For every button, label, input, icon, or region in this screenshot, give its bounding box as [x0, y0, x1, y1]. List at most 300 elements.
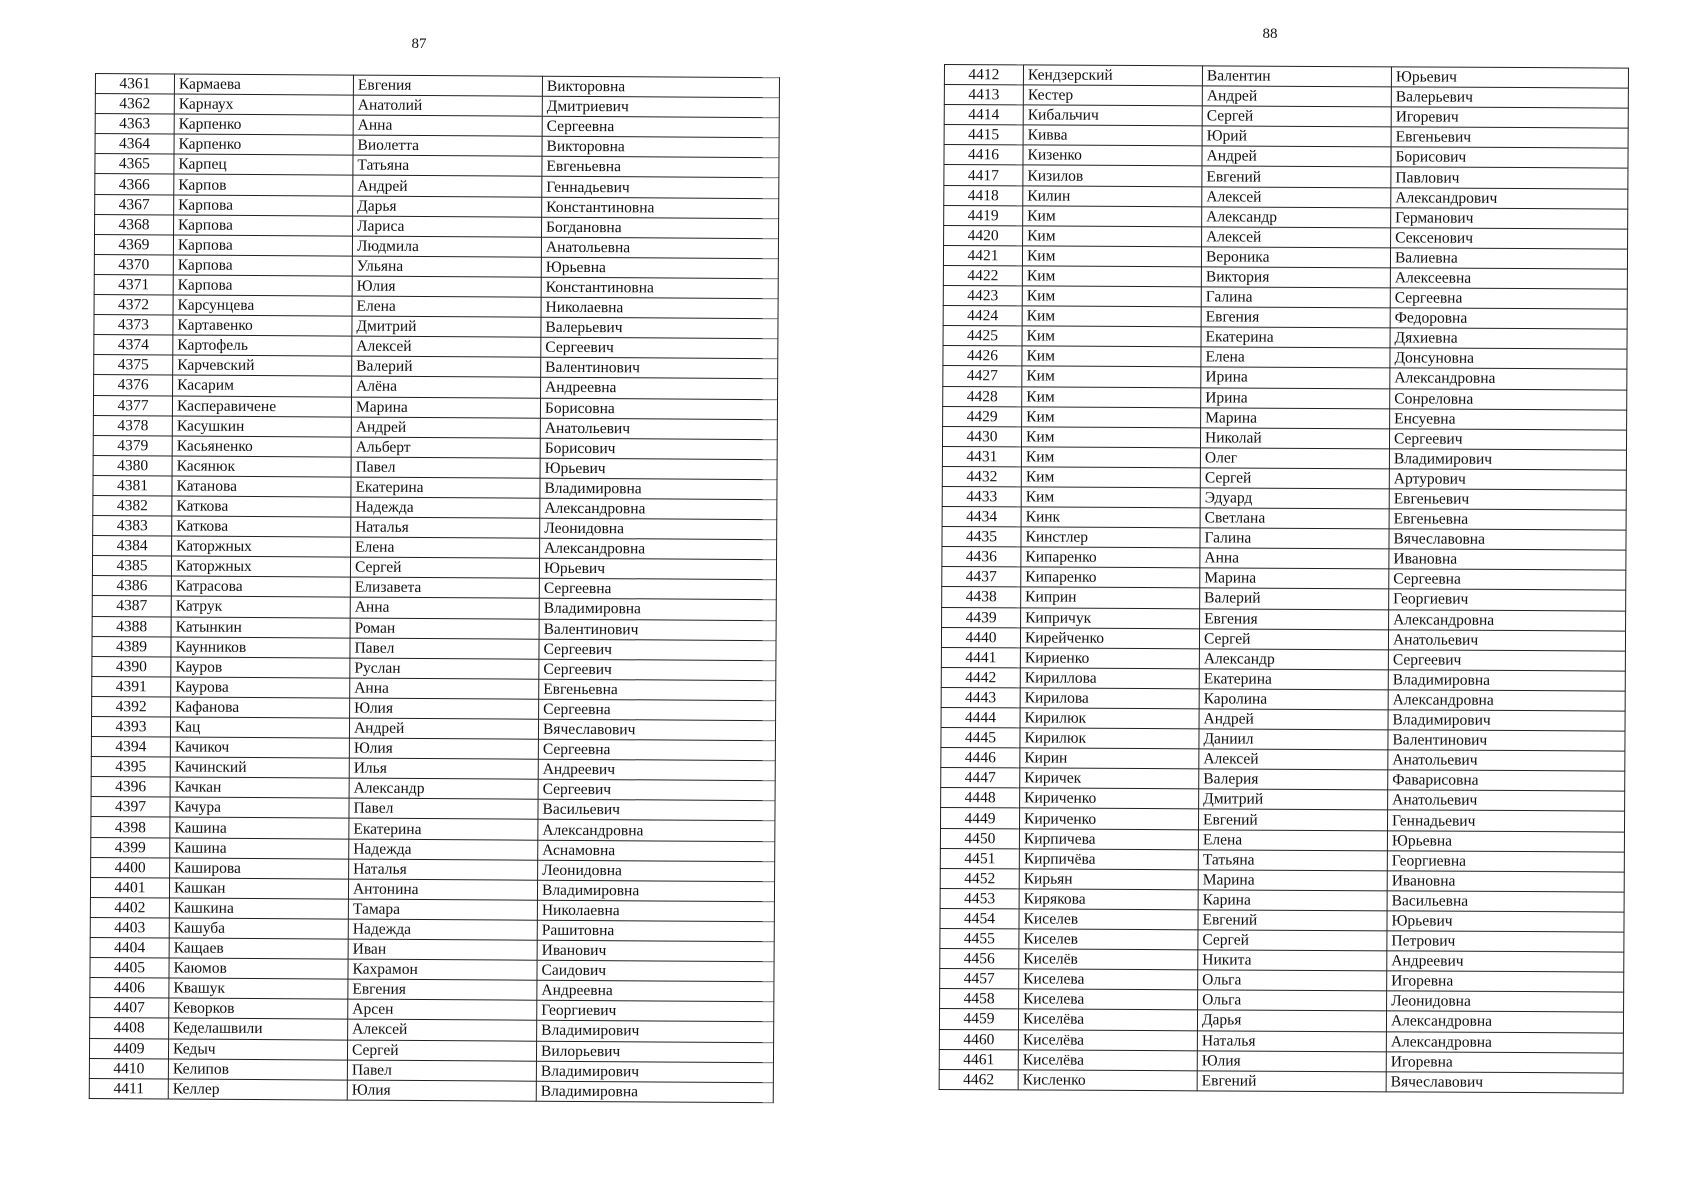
- first-name-cell: Елена: [352, 296, 541, 317]
- surname-cell: Кивва: [1023, 125, 1202, 146]
- first-name-cell: Галина: [1201, 287, 1390, 308]
- surname-cell: Кедыч: [168, 1038, 347, 1059]
- row-number-cell: 4366: [95, 174, 174, 195]
- surname-cell: Квашук: [169, 978, 348, 999]
- row-number-cell: 4446: [941, 748, 1020, 769]
- patronymic-cell: Сонреловна: [1390, 388, 1627, 409]
- row-number-cell: 4370: [94, 254, 173, 275]
- first-name-cell: Дарья: [1197, 1010, 1386, 1031]
- surname-cell: Кинстлер: [1021, 527, 1200, 548]
- first-name-cell: Елена: [1201, 347, 1390, 368]
- patronymic-cell: Георгиевна: [1387, 850, 1624, 871]
- row-number-cell: 4387: [92, 596, 171, 617]
- first-name-cell: Елена: [1198, 829, 1387, 850]
- page-number: 88: [1262, 26, 1278, 42]
- surname-cell: Киселев: [1019, 929, 1198, 950]
- row-number-cell: 4447: [941, 768, 1020, 789]
- row-number-cell: 4441: [941, 647, 1020, 668]
- row-number-cell: 4458: [940, 989, 1019, 1010]
- first-name-cell: Андрей: [1202, 86, 1391, 107]
- row-number-cell: 4419: [944, 205, 1023, 226]
- surname-cell: Каюмов: [169, 958, 348, 979]
- first-name-cell: Валерия: [1199, 769, 1388, 790]
- first-name-cell: Андрей: [353, 176, 542, 197]
- first-name-cell: Даниил: [1199, 729, 1388, 750]
- row-number-cell: 4363: [95, 114, 174, 135]
- surname-cell: Кеделашвили: [169, 1018, 348, 1039]
- surname-cell: Карпова: [174, 195, 353, 216]
- surname-cell: Кирилюк: [1020, 708, 1199, 729]
- first-name-cell: Наталья: [1197, 1030, 1386, 1051]
- row-number-cell: 4362: [95, 94, 174, 115]
- row-number-cell: 4377: [93, 395, 172, 416]
- surname-cell: Карпов: [174, 174, 353, 195]
- surname-cell: Кирпичева: [1019, 828, 1198, 849]
- patronymic-cell: Юрьевич: [540, 458, 777, 480]
- surname-cell: Карпец: [174, 154, 353, 175]
- surname-cell: Кашина: [170, 838, 349, 859]
- first-name-cell: Каролина: [1199, 689, 1388, 710]
- surname-cell: Карчевский: [173, 355, 352, 376]
- row-number-cell: 4389: [92, 636, 171, 657]
- patronymic-cell: Александровна: [540, 498, 777, 520]
- patronymic-cell: Игоревич: [1391, 107, 1628, 128]
- first-name-cell: Альберт: [351, 437, 540, 458]
- first-name-cell: Ирина: [1201, 387, 1390, 408]
- surname-cell: Кирилюк: [1020, 728, 1199, 749]
- surname-cell: Кирейченко: [1020, 628, 1199, 649]
- patronymic-cell: Алексеевна: [1390, 268, 1627, 289]
- patronymic-cell: Александрович: [1391, 187, 1628, 208]
- row-number-cell: 4379: [93, 435, 172, 456]
- patronymic-cell: Андреевна: [541, 378, 778, 400]
- patronymic-cell: Анатольевич: [1388, 750, 1625, 771]
- surname-cell: Кирпичёва: [1019, 849, 1198, 870]
- row-number-cell: 4373: [94, 315, 173, 336]
- surname-cell: Кириенко: [1020, 648, 1199, 669]
- patronymic-cell: Богдановна: [542, 217, 779, 239]
- row-number-cell: 4364: [95, 134, 174, 155]
- surname-cell: Качкан: [170, 777, 349, 798]
- first-name-cell: Алёна: [352, 376, 541, 397]
- row-number-cell: 4407: [90, 998, 169, 1019]
- surname-cell: Кипаренко: [1021, 567, 1200, 588]
- patronymic-cell: Германович: [1391, 207, 1628, 228]
- first-name-cell: Руслан: [350, 658, 539, 679]
- first-name-cell: Олег: [1200, 448, 1389, 469]
- patronymic-cell: Владимирович: [537, 1021, 774, 1043]
- first-name-cell: Татьяна: [1198, 849, 1387, 870]
- row-number-cell: 4448: [941, 788, 1020, 809]
- patronymic-cell: Валентинович: [541, 358, 778, 380]
- page-left: [0, 0, 842, 1200]
- patronymic-cell: Александровна: [1386, 1011, 1623, 1032]
- patronymic-cell: Евгеньевна: [542, 157, 779, 179]
- patronymic-cell: Енсуевна: [1390, 408, 1627, 429]
- patronymic-cell: Николаевна: [541, 297, 778, 319]
- row-number-cell: 4388: [92, 616, 171, 637]
- row-number-cell: 4450: [940, 828, 1019, 849]
- surname-cell: Каторжных: [171, 556, 350, 577]
- surname-cell: Карнаух: [174, 94, 353, 115]
- first-name-cell: Евгений: [1202, 166, 1391, 187]
- patronymic-cell: Леонидовна: [540, 518, 777, 540]
- row-number-cell: 4367: [95, 194, 174, 215]
- row-number-cell: 4381: [93, 475, 172, 496]
- first-name-cell: Андрей: [1199, 709, 1388, 730]
- first-name-cell: Николай: [1200, 428, 1389, 449]
- patronymic-cell: Геннадьевич: [542, 177, 779, 199]
- surname-cell: Картавенко: [173, 315, 352, 336]
- first-name-cell: Александр: [1202, 207, 1391, 228]
- surname-cell: Ким: [1022, 286, 1201, 307]
- surname-cell: Карпова: [173, 275, 352, 296]
- row-number-cell: 4408: [90, 1018, 169, 1039]
- row-number-cell: 4396: [91, 777, 170, 798]
- first-name-cell: Наталья: [351, 517, 540, 538]
- surname-cell: Каунников: [171, 637, 350, 658]
- surname-cell: Каткова: [172, 496, 351, 517]
- surname-cell: Киселёва: [1018, 1049, 1197, 1070]
- patronymic-cell: Викторовна: [542, 76, 779, 98]
- surname-cell: Ким: [1022, 306, 1201, 327]
- first-name-cell: Вероника: [1201, 247, 1390, 268]
- surname-cell: Качинский: [170, 757, 349, 778]
- row-number-cell: 4415: [944, 125, 1023, 146]
- surname-cell: Кирякова: [1019, 889, 1198, 910]
- page-right: [842, 0, 1685, 1200]
- surname-cell: Катрасова: [171, 576, 350, 597]
- surname-cell: Ким: [1022, 246, 1201, 267]
- patronymic-cell: Ивановна: [1389, 549, 1626, 570]
- row-number-cell: 4433: [942, 486, 1021, 507]
- first-name-cell: Марина: [1198, 870, 1387, 891]
- row-number-cell: 4401: [90, 877, 169, 898]
- patronymic-cell: Вячеславовна: [1389, 529, 1626, 550]
- row-number-cell: 4386: [92, 576, 171, 597]
- patronymic-cell: Рашитовна: [537, 920, 774, 942]
- row-number-cell: 4371: [94, 274, 173, 295]
- surname-cell: Касьяненко: [172, 436, 351, 457]
- first-name-cell: Екатерина: [351, 477, 540, 498]
- first-name-cell: Марина: [1200, 568, 1389, 589]
- row-number-cell: 4432: [942, 466, 1021, 487]
- first-name-cell: Алексей: [348, 1019, 537, 1040]
- first-name-cell: Евгений: [1197, 1071, 1386, 1092]
- patronymic-cell: Фаварисовна: [1388, 770, 1625, 791]
- patronymic-cell: Георгиевич: [1389, 589, 1626, 610]
- patronymic-cell: Борисовна: [540, 398, 777, 420]
- patronymic-cell: Сергеевич: [1389, 429, 1626, 450]
- first-name-cell: Павел: [347, 1060, 536, 1081]
- first-name-cell: Дарья: [353, 196, 542, 217]
- first-name-cell: Юлия: [352, 276, 541, 297]
- surname-cell: Киселёва: [1018, 1009, 1197, 1030]
- first-name-cell: Ульяна: [352, 256, 541, 277]
- first-name-cell: Елизавета: [350, 577, 539, 598]
- first-name-cell: Сергей: [347, 1040, 536, 1061]
- row-number-cell: 4404: [90, 938, 169, 959]
- row-number-cell: 4405: [90, 958, 169, 979]
- first-name-cell: Наталья: [349, 859, 538, 880]
- patronymic-cell: Леонидовна: [1387, 991, 1624, 1012]
- row-number-cell: 4402: [90, 897, 169, 918]
- surname-cell: Киселева: [1019, 989, 1198, 1010]
- patronymic-cell: Сергеевич: [541, 337, 778, 359]
- patronymic-cell: Сергеевна: [1389, 569, 1626, 590]
- surname-cell: Кафанова: [171, 697, 350, 718]
- patronymic-cell: Борисович: [1391, 147, 1628, 168]
- roster-table: [89, 73, 780, 1103]
- patronymic-cell: Александровна: [1386, 1031, 1623, 1052]
- patronymic-cell: Сергеевич: [539, 659, 776, 681]
- patronymic-cell: Юрьевич: [539, 558, 776, 580]
- patronymic-cell: Владимировна: [1388, 670, 1625, 691]
- row-number-cell: 4456: [940, 949, 1019, 970]
- surname-cell: Кириченко: [1019, 808, 1198, 829]
- patronymic-cell: Александровна: [1390, 368, 1627, 389]
- surname-cell: Киричек: [1020, 768, 1199, 789]
- surname-cell: Ким: [1021, 427, 1200, 448]
- row-number-cell: 4453: [940, 888, 1019, 909]
- row-number-cell: 4442: [941, 667, 1020, 688]
- row-number-cell: 4455: [940, 929, 1019, 950]
- first-name-cell: Сергей: [350, 557, 539, 578]
- table-row: [89, 1078, 773, 1102]
- page-number: 87: [411, 36, 427, 52]
- surname-cell: Карпова: [174, 215, 353, 236]
- first-name-cell: Илья: [349, 758, 538, 779]
- first-name-cell: Иван: [348, 939, 537, 960]
- surname-cell: Ким: [1021, 467, 1200, 488]
- patronymic-cell: Петрович: [1387, 931, 1624, 952]
- first-name-cell: Светлана: [1200, 508, 1389, 529]
- first-name-cell: Сергей: [1199, 628, 1388, 649]
- first-name-cell: Андрей: [1202, 146, 1391, 167]
- patronymic-cell: Владимирович: [1389, 449, 1626, 470]
- patronymic-cell: Дяхиевна: [1390, 328, 1627, 349]
- patronymic-cell: Борисович: [540, 438, 777, 460]
- first-name-cell: Евгения: [1200, 608, 1389, 629]
- row-number-cell: 4394: [91, 737, 170, 758]
- patronymic-cell: Юрьевна: [541, 257, 778, 279]
- first-name-cell: Юлия: [347, 1080, 536, 1101]
- surname-cell: Кестер: [1023, 85, 1202, 106]
- row-number-cell: 4390: [92, 656, 171, 677]
- row-number-cell: 4457: [940, 969, 1019, 990]
- surname-cell: Касарим: [173, 375, 352, 396]
- first-name-cell: Юлия: [1197, 1050, 1386, 1071]
- surname-cell: Киприн: [1021, 587, 1200, 608]
- surname-cell: Кендзерский: [1023, 65, 1202, 86]
- first-name-cell: Людмила: [352, 236, 541, 257]
- surname-cell: Ким: [1022, 366, 1201, 387]
- patronymic-cell: Сексенович: [1391, 228, 1628, 249]
- row-number-cell: 4372: [94, 295, 173, 316]
- patronymic-cell: Георгиевич: [537, 1001, 774, 1023]
- row-number-cell: 4443: [941, 687, 1020, 708]
- surname-cell: Ким: [1022, 346, 1201, 367]
- first-name-cell: Тамара: [348, 899, 537, 920]
- row-number-cell: 4460: [939, 1029, 1018, 1050]
- row-number-cell: 4398: [91, 817, 170, 838]
- row-number-cell: 4444: [941, 707, 1020, 728]
- row-number-cell: 4393: [91, 716, 170, 737]
- surname-cell: Ким: [1023, 226, 1202, 247]
- row-number-cell: 4418: [944, 185, 1023, 206]
- patronymic-cell: Вячеславович: [1386, 1072, 1623, 1093]
- surname-cell: Ким: [1022, 266, 1201, 287]
- first-name-cell: Эдуард: [1200, 488, 1389, 509]
- first-name-cell: Александр: [1199, 649, 1388, 670]
- surname-cell: Каткова: [172, 516, 351, 537]
- row-number-cell: 4375: [94, 355, 173, 376]
- first-name-cell: Екатерина: [1199, 669, 1388, 690]
- first-name-cell: Андрей: [349, 718, 538, 739]
- first-name-cell: Анна: [350, 598, 539, 619]
- first-name-cell: Марина: [1201, 407, 1390, 428]
- surname-cell: Карпенко: [174, 134, 353, 155]
- first-name-cell: Екатерина: [349, 819, 538, 840]
- surname-cell: Ким: [1021, 447, 1200, 468]
- row-number-cell: 4454: [940, 908, 1019, 929]
- surname-cell: Кипаренко: [1021, 547, 1200, 568]
- first-name-cell: Алексей: [1199, 749, 1388, 770]
- row-number-cell: 4430: [942, 426, 1021, 447]
- patronymic-cell: Владимировна: [540, 478, 777, 500]
- patronymic-cell: Юрьевич: [1387, 911, 1624, 932]
- first-name-cell: Ольга: [1198, 990, 1387, 1011]
- patronymic-cell: Донсуновна: [1390, 348, 1627, 369]
- patronymic-cell: Валентинович: [539, 619, 776, 641]
- patronymic-cell: Валерьевич: [541, 317, 778, 339]
- row-number-cell: 4412: [944, 65, 1023, 86]
- first-name-cell: Надежда: [348, 919, 537, 940]
- row-number-cell: 4409: [89, 1038, 168, 1059]
- row-number-cell: 4424: [943, 306, 1022, 327]
- first-name-cell: Павел: [349, 798, 538, 819]
- row-number-cell: 4440: [941, 627, 1020, 648]
- surname-cell: Кауров: [171, 657, 350, 678]
- patronymic-cell: Сергеевна: [538, 739, 775, 761]
- patronymic-cell: Аснамовна: [538, 840, 775, 862]
- first-name-cell: Арсен: [348, 999, 537, 1020]
- surname-cell: Кеворков: [169, 998, 348, 1019]
- patronymic-cell: Константиновна: [542, 197, 779, 219]
- first-name-cell: Павел: [350, 638, 539, 659]
- surname-cell: Кирин: [1020, 748, 1199, 769]
- patronymic-cell: Владимировна: [536, 1081, 773, 1103]
- patronymic-cell: Андреевна: [537, 980, 774, 1002]
- first-name-cell: Карина: [1198, 890, 1387, 911]
- first-name-cell: Евгения: [348, 979, 537, 1000]
- row-number-cell: 4436: [942, 547, 1021, 568]
- surname-cell: Киселева: [1019, 969, 1198, 990]
- surname-cell: Касушкин: [172, 416, 351, 437]
- row-number-cell: 4462: [939, 1069, 1018, 1090]
- surname-cell: Кинк: [1021, 507, 1200, 528]
- surname-cell: Карпенко: [174, 114, 353, 135]
- patronymic-cell: Юрьевна: [1387, 830, 1624, 851]
- row-number-cell: 4461: [939, 1049, 1018, 1070]
- row-number-cell: 4445: [941, 728, 1020, 749]
- patronymic-cell: Сергеевна: [542, 116, 779, 138]
- surname-cell: Каторжных: [172, 536, 351, 557]
- surname-cell: Кириченко: [1020, 788, 1199, 809]
- patronymic-cell: Ивановна: [1387, 871, 1624, 892]
- first-name-cell: Кахрамон: [348, 959, 537, 980]
- first-name-cell: Алексей: [352, 336, 541, 357]
- row-number-cell: 4451: [940, 848, 1019, 869]
- surname-cell: Катрук: [171, 596, 350, 617]
- patronymic-cell: Сергеевич: [539, 639, 776, 661]
- first-name-cell: Марина: [351, 397, 540, 418]
- first-name-cell: Татьяна: [353, 155, 542, 176]
- first-name-cell: Евгений: [1198, 809, 1387, 830]
- surname-cell: Кац: [170, 717, 349, 738]
- surname-cell: Кашкина: [169, 898, 348, 919]
- patronymic-cell: Сергеевич: [538, 780, 775, 802]
- row-number-cell: 4459: [939, 1009, 1018, 1030]
- row-number-cell: 4423: [943, 286, 1022, 307]
- first-name-cell: Никита: [1198, 950, 1387, 971]
- first-name-cell: Евгения: [353, 75, 542, 96]
- row-number-cell: 4435: [942, 527, 1021, 548]
- first-name-cell: Лариса: [353, 216, 542, 237]
- surname-cell: Кащаев: [169, 938, 348, 959]
- row-number-cell: 4403: [90, 917, 169, 938]
- first-name-cell: Юлия: [350, 698, 539, 719]
- patronymic-cell: Валерьевич: [1391, 87, 1628, 108]
- surname-cell: Кипричук: [1021, 607, 1200, 628]
- row-number-cell: 4434: [942, 507, 1021, 528]
- surname-cell: Карпова: [173, 235, 352, 256]
- row-number-cell: 4378: [93, 415, 172, 436]
- first-name-cell: Виолетта: [353, 135, 542, 156]
- patronymic-cell: Валиевна: [1390, 248, 1627, 269]
- patronymic-cell: Андреевич: [538, 759, 775, 781]
- surname-cell: Касянюк: [172, 456, 351, 477]
- row-number-cell: 4431: [942, 446, 1021, 467]
- first-name-cell: Евгения: [1201, 307, 1390, 328]
- patronymic-cell: Анатольевич: [1388, 790, 1625, 811]
- table-row: [939, 1069, 1623, 1093]
- surname-cell: Кармаева: [174, 74, 353, 95]
- surname-cell: Катанова: [172, 476, 351, 497]
- patronymic-cell: Вилорьевич: [536, 1041, 773, 1063]
- patronymic-cell: Федоровна: [1390, 308, 1627, 329]
- row-number-cell: 4452: [940, 868, 1019, 889]
- patronymic-cell: Иванович: [537, 940, 774, 962]
- patronymic-cell: Васильевич: [538, 800, 775, 822]
- surname-cell: Киселёв: [1019, 949, 1198, 970]
- patronymic-cell: Анатольевич: [1388, 629, 1625, 650]
- surname-cell: Каурова: [171, 677, 350, 698]
- row-number-cell: 4420: [944, 225, 1023, 246]
- surname-cell: Качикоч: [170, 737, 349, 758]
- first-name-cell: Галина: [1200, 528, 1389, 549]
- first-name-cell: Виктория: [1201, 267, 1390, 288]
- row-number-cell: 4385: [92, 556, 171, 577]
- first-name-cell: Елена: [351, 537, 540, 558]
- patronymic-cell: Николаевна: [537, 900, 774, 922]
- surname-cell: Каширова: [170, 858, 349, 879]
- surname-cell: Кизилов: [1023, 165, 1202, 186]
- first-name-cell: Дмитрий: [1199, 789, 1388, 810]
- surname-cell: Ким: [1022, 386, 1201, 407]
- patronymic-cell: Игоревна: [1386, 1051, 1623, 1072]
- row-number-cell: 4397: [91, 797, 170, 818]
